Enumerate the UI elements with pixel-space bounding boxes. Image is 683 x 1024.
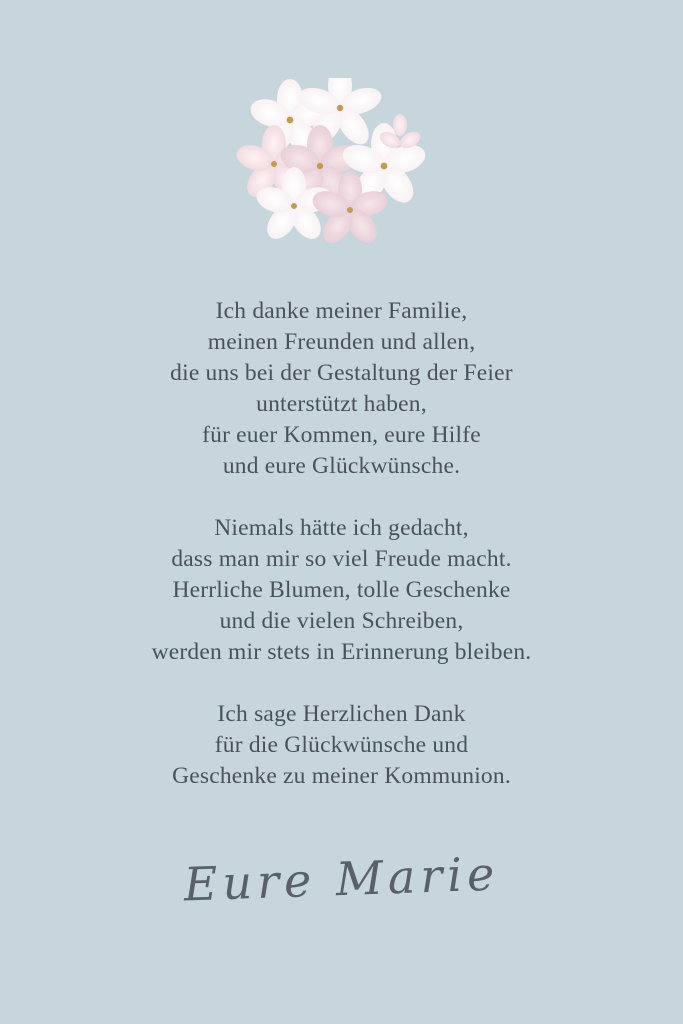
- flower-cluster-icon: [232, 78, 452, 253]
- message-line: Ich sage Herzlichen Dank: [217, 701, 466, 727]
- signature: Eure Marie: [182, 846, 501, 912]
- stanza-1: [0, 296, 683, 482]
- message-line: werden mir stets in Erinnerung bleiben.: [151, 639, 532, 665]
- message-line: die uns bei der Gestaltung der Feier: [170, 360, 513, 386]
- message-line: dass man mir so viel Freude macht.: [171, 546, 512, 572]
- message-line: Ich danke meiner Familie,: [215, 298, 468, 324]
- message-line: Herrliche Blumen, tolle Geschenke: [172, 577, 511, 603]
- stanza-2: [0, 513, 683, 668]
- message-line: Niemals hätte ich gedacht,: [214, 515, 469, 541]
- message-line: für die Glückwünsche und: [214, 732, 469, 758]
- message-line: und eure Glückwünsche.: [222, 453, 461, 479]
- message-line: unterstützt haben,: [256, 391, 427, 417]
- message-line: meinen Freunden und allen,: [207, 329, 476, 355]
- message-line: und die vielen Schreiben,: [219, 608, 464, 634]
- cherry-blossom-bouquet-illustration: [0, 78, 683, 258]
- message-line: Geschenke zu meiner Kommunion.: [172, 763, 511, 789]
- stanza-3: [0, 699, 683, 792]
- message-line: für euer Kommen, eure Hilfe: [202, 422, 481, 448]
- message-text: [0, 296, 683, 792]
